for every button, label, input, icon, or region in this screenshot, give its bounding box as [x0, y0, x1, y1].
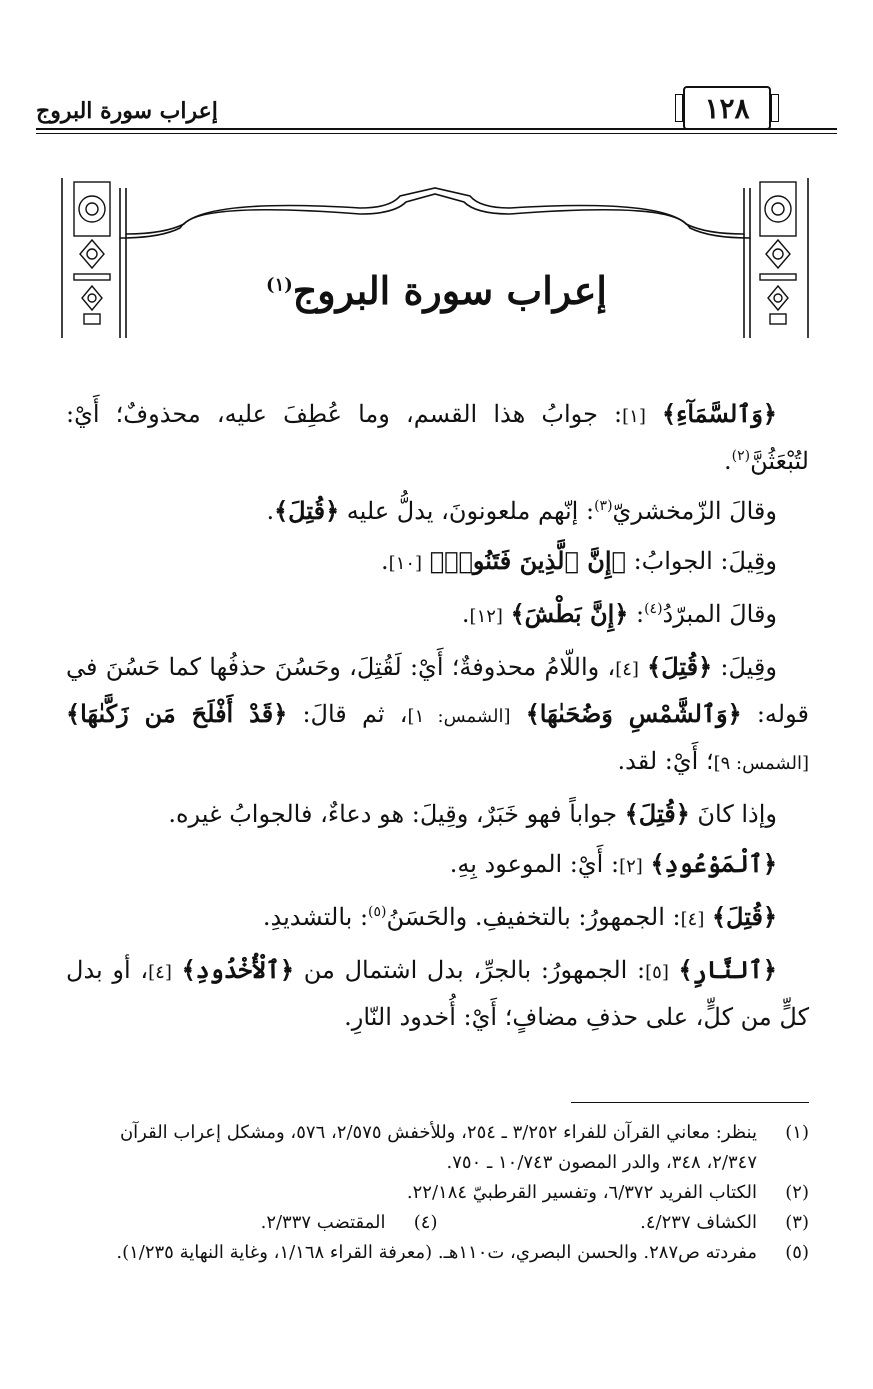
- footnote-1: [66, 1118, 809, 1178]
- para-text: : أَيْ: الموعود بِهِ.: [449, 850, 620, 878]
- surah-title-text: إعراب سورة البروج: [292, 268, 607, 313]
- verse-ref: [٥]: [645, 962, 669, 983]
- para-end: .: [461, 600, 470, 628]
- footnote-5: [66, 1238, 809, 1268]
- footnote-text: مفردته ص٢٨٧. والحسن البصري، ت١١٠هـ. (معرفة القراء ١/١٦٨، وغاية النهاية ١/٢٣٥).: [116, 1242, 757, 1263]
- verse-ref: [٤]: [680, 909, 705, 930]
- para-text: وقِيلَ: الجوابُ:: [633, 547, 777, 575]
- quran-quote: ﴿إِنَّ بَطْشَ﴾: [510, 599, 629, 628]
- para-text: وقالَ المبرّدُ: [662, 600, 777, 628]
- para-text-4: ؛ أَيْ: لقد.: [617, 747, 714, 775]
- quran-quote: ﴿قُتِلَ﴾: [647, 652, 713, 681]
- note-ref: (٢): [731, 448, 751, 464]
- verse-ref: [الشمس: ٩]: [713, 753, 809, 774]
- footnote-3: [438, 1208, 810, 1238]
- footnote-row: [66, 1208, 809, 1238]
- verse-ref: [١]: [622, 406, 646, 427]
- paragraph-6: [66, 792, 809, 836]
- footnote-number: (٣): [785, 1212, 809, 1233]
- para-text-2: ، واللّامُ محذوفةٌ؛ أَيْ: لَقُتِلَ، وحَسُنَ حذفُها كما حَسُنَ في قوله:: [66, 653, 809, 728]
- paragraph-2: [66, 489, 809, 533]
- para-text-2: : بالتشديدِ.: [262, 903, 369, 931]
- para-text-3: ، ثم قالَ:: [302, 700, 408, 728]
- quran-quote: ﴿وَٱلسَّمَآءِ﴾: [662, 399, 777, 428]
- verse-ref: [الشمس: ١]: [407, 706, 511, 727]
- para-text: : الجمهورُ: بالتخفيفِ. والحَسَنُ: [386, 903, 681, 931]
- para-text: وإذا كانَ: [697, 800, 777, 828]
- verse-ref: [٤]: [615, 659, 639, 680]
- quran-quote: ﴿ٱلْمَوْعُودِ﴾: [650, 849, 777, 878]
- page-number-box: [683, 86, 771, 130]
- verse-ref: [٢]: [619, 856, 643, 877]
- para-text: : جوابُ هذا القسم، وما عُطِفَ عليه، محذوفٌ؛ أَيْ: لتُبْعَثُنَّ: [66, 400, 809, 475]
- paragraph-7: [66, 842, 809, 889]
- footnote-number: (٢): [785, 1182, 809, 1203]
- footnote-text: ينظر: معاني القرآن للفراء ٣/٢٥٢ ـ ٢٥٤، وللأخفش ٢/٥٧٥، ٥٧٦، ومشكل إعراب القرآن ٢/٣٤٧، ٣٤٨، والدر المصون ١٠/٧٤٣ ـ ٧٥٠.: [119, 1122, 757, 1173]
- quran-quote: ﴿ٱلنَّارِ﴾: [678, 955, 777, 984]
- paragraph-4: [66, 592, 809, 639]
- note-ref: (٤): [644, 601, 663, 617]
- quran-quote: ﴿ٱلْأُخْدُودِ﴾: [181, 955, 295, 984]
- paragraph-9: [66, 948, 809, 1039]
- footnote-4: [66, 1208, 438, 1238]
- paragraph-5: [66, 645, 809, 786]
- footnote-text: الكتاب الفريد ٦/٣٧٢، وتفسير القرطبيّ ٢٢/١٨٤.: [406, 1182, 757, 1203]
- quran-quote: ﴿إِنَّ ٱلَّذِينَ فَتَنُوا۟﴾: [429, 546, 626, 575]
- para-text-2: :: [635, 600, 645, 628]
- footnote-number: (١): [785, 1122, 809, 1143]
- para-end: .: [266, 497, 275, 525]
- para-text-2: ، أو بدل كلٍّ من كلٍّ، على حذفِ مضافٍ؛ أَيْ: أُخدود النّارِ.: [66, 956, 809, 1031]
- note-ref: (٣): [594, 498, 613, 514]
- footnotes: [66, 1118, 809, 1268]
- verse-ref: [١٢]: [469, 606, 503, 627]
- paragraph-8: [66, 895, 809, 942]
- paragraph-3: [66, 539, 809, 586]
- footnote-text: الكشاف ٤/٢٣٧.: [640, 1212, 757, 1233]
- quran-quote: ﴿قَدْ أَفْلَحَ مَن زَكَّىٰهَا﴾: [66, 699, 288, 728]
- footnote-rule: [571, 1102, 809, 1103]
- footnote-number: (٤): [413, 1212, 438, 1233]
- surah-title: [0, 268, 873, 313]
- para-text: وقِيلَ:: [720, 653, 777, 681]
- header-rule-thin: [36, 133, 837, 134]
- paragraph-1: [66, 392, 809, 483]
- header-rule: [36, 128, 837, 130]
- para-text: : الجمهورُ: بالجرِّ، بدل اشتمال من: [303, 956, 646, 984]
- quran-quote: ﴿قُتِلَ﴾: [624, 799, 690, 828]
- body-text: [66, 392, 809, 1045]
- page-number: ١٢٨: [704, 91, 750, 125]
- verse-ref: [٤]: [148, 962, 172, 983]
- para-end: .: [381, 547, 389, 575]
- footnote-2: [66, 1178, 809, 1208]
- footnote-number: (٥): [785, 1242, 809, 1263]
- ornamental-banner: [60, 178, 810, 348]
- para-text-2: : إنّهم ملعونونَ، يدلُّ عليه: [346, 497, 595, 525]
- verse-ref: [١٠]: [388, 553, 423, 574]
- running-header-title: إعراب سورة البروج: [36, 98, 218, 124]
- para-end: .: [724, 447, 732, 475]
- para-text: وقالَ الزّمخشريّ: [612, 497, 777, 525]
- para-text-2: جواباً فهو خَبَرٌ، وقِيلَ: هو دعاءٌ، فالجوابُ غيره.: [168, 800, 618, 828]
- quran-quote: ﴿قُتِلَ﴾: [711, 902, 777, 931]
- note-ref: (٥): [368, 904, 387, 920]
- quran-quote: ﴿قُتِلَ﴾: [274, 496, 340, 525]
- footnote-text: المقتضب ٢/٣٣٧.: [260, 1212, 386, 1233]
- quran-quote: ﴿وَٱلشَّمْسِ وَضُحَىٰهَا﴾: [525, 699, 742, 728]
- surah-title-note: (١): [266, 274, 293, 296]
